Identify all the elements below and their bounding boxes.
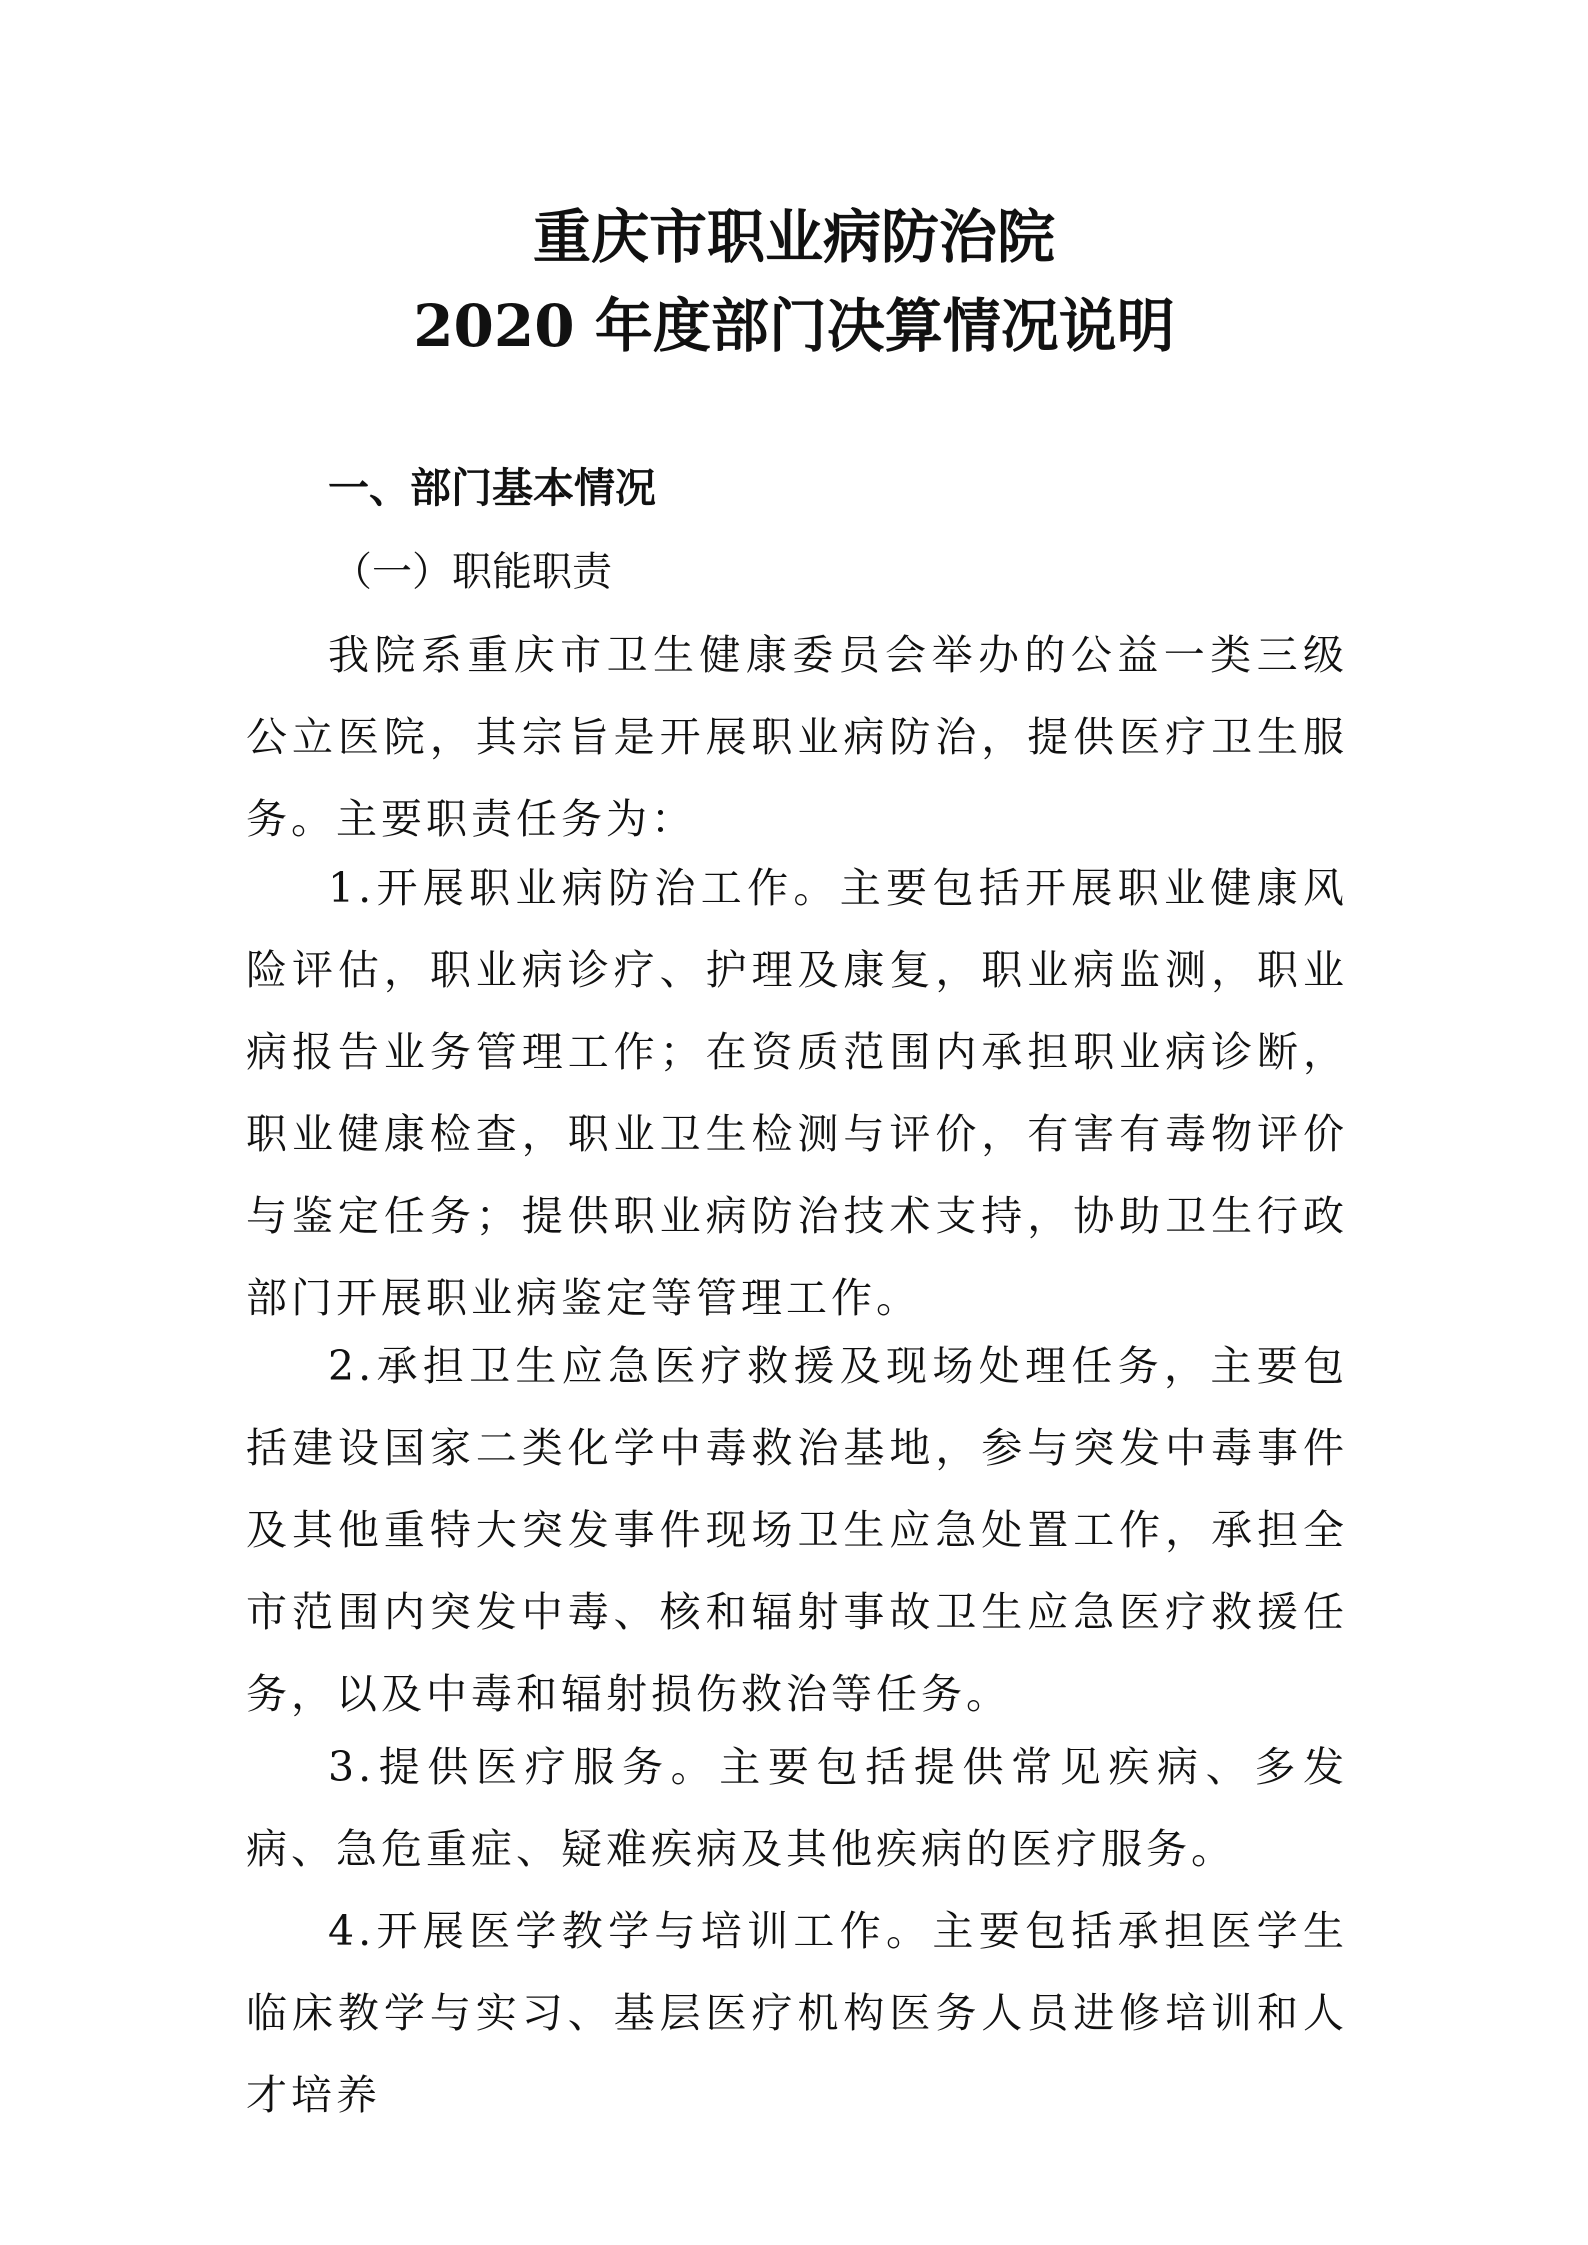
paragraph-intro: 我院系重庆市卫生健康委员会举办的公益一类三级公立医院，其宗旨是开展职业病防治，提供医疗卫生服务。主要职责任务为： <box>246 631 1348 843</box>
paragraph-duty-3: 3.提供医疗服务。主要包括提供常见疾病、多发病、急危重症、疑难疾病及其他疾病的医疗服务。 <box>246 1743 1348 1873</box>
paragraph-duty-1: 1.开展职业病防治工作。主要包括开展职业健康风险评估，职业病诊疗、护理及康复，职业病监测，职业病报告业务管理工作；在资质范围内承担职业病诊断，职业健康检查，职业卫生检测与评价，有害有毒物评价与鉴定任务；提供职业病防治技术支持，协助卫生行政部门开展职业病鉴定等管理工作。 <box>246 864 1348 1322</box>
document-title-line1: 重庆市职业病防治院 <box>532 203 1055 271</box>
section-heading: 一、部门基本情况 <box>328 464 656 512</box>
subsection-heading: （一）职能职责 <box>332 549 612 595</box>
paragraph-duty-2: 2.承担卫生应急医疗救援及现场处理任务，主要包括建设国家二类化学中毒救治基地，参与突发中毒事件及其他重特大突发事件现场卫生应急处置工作，承担全市范围内突发中毒、核和辐射事故卫生应急医疗救援任务，以及中毒和辐射损伤救治等任务。 <box>246 1342 1348 1718</box>
paragraph-duty-4: 4.开展医学教学与培训工作。主要包括承担医学生临床教学与实习、基层医疗机构医务人员进修培训和人才培养 <box>246 1907 1348 2119</box>
document-title-line2: 2020 年度部门决算情况说明 <box>413 292 1175 360</box>
